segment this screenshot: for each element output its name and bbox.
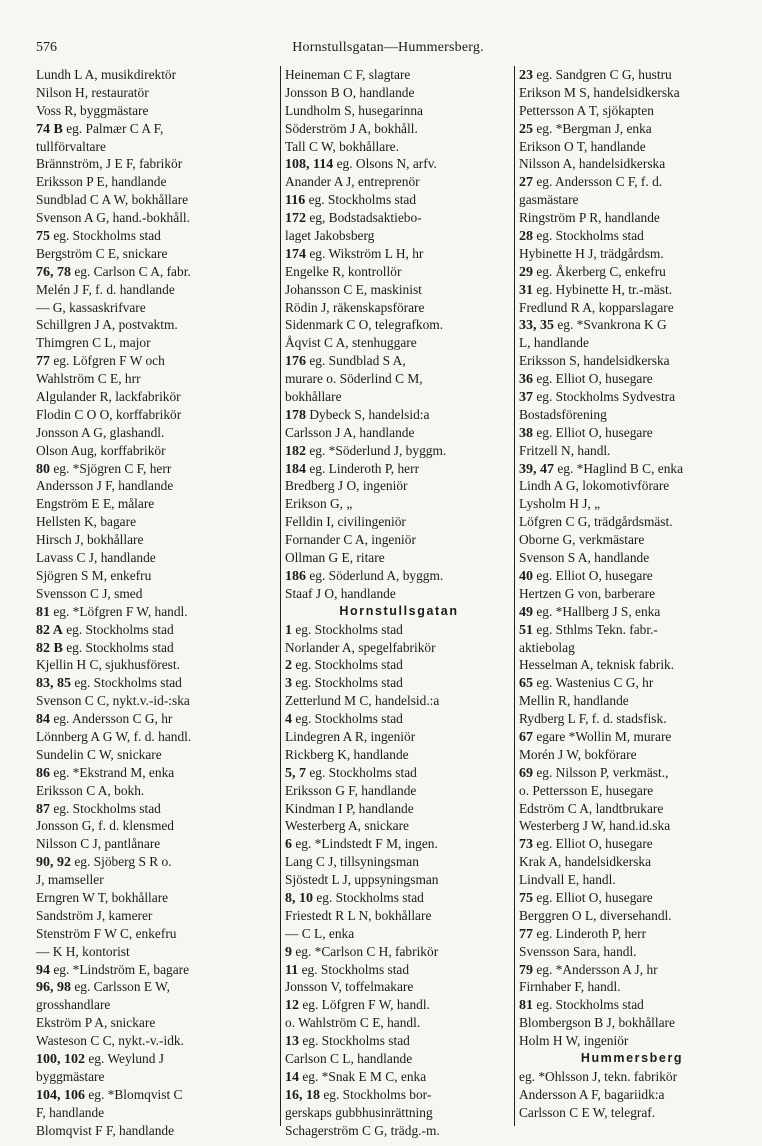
directory-entry: Eriksson G F, handlande	[285, 782, 417, 798]
directory-entry: 3 eg. Stockholms stad	[285, 675, 403, 692]
directory-entry: 90, 92 eg. Sjöberg S R o.	[36, 854, 172, 871]
directory-entry: Fredlund R A, kopparslagare	[519, 299, 674, 315]
directory-entry: 38 eg. Elliot O, husegare	[519, 424, 653, 441]
directory-entry: Friestedt R L N, bokhållare	[285, 907, 432, 923]
directory-column-right	[514, 66, 745, 1126]
directory-entry: Stenström F W C, enkefru	[36, 925, 177, 941]
house-number: 67	[519, 729, 533, 745]
directory-entry: Westerberg J W, hand.id.ska	[519, 818, 671, 834]
house-number: 5, 7	[285, 765, 306, 781]
directory-entry: Jonsson V, toffelmakare	[285, 979, 414, 995]
directory-entry: Rödin J, räkenskapsförare	[285, 299, 425, 315]
house-number: 174	[285, 246, 306, 262]
directory-entry: Morén J W, bokförare	[519, 746, 637, 762]
directory-entry: Olson Aug, korffabrikör	[36, 442, 166, 458]
directory-entry: 79 eg. *Andersson A J, hr	[519, 961, 658, 978]
directory-entry: 69 eg. Nilsson P, verkmäst.,	[519, 764, 669, 781]
directory-entry: Erikson G, „	[285, 496, 353, 512]
directory-entry: 14 eg. *Snak E M C, enka	[285, 1068, 427, 1085]
house-number: 40	[519, 568, 533, 584]
directory-entry: Hertzen G von, barberare	[519, 585, 656, 601]
directory-entry: Eriksson P E, handlande	[36, 174, 167, 190]
directory-entry: Sundelin C W, snickare	[36, 746, 162, 762]
directory-entry: Svenson C C, nykt.v.-id-:ska	[36, 693, 190, 709]
directory-entry: 81 eg. Stockholms stad	[519, 997, 644, 1014]
directory-entry: Carlsson J A, handlande	[285, 424, 415, 440]
directory-entry: Engström E E, målare	[36, 496, 155, 512]
directory-entry: 82 B eg. Stockholms stad	[36, 639, 174, 656]
directory-entry: Firnhaber F, handl.	[519, 979, 621, 995]
directory-entry: Johansson C E, maskinist	[285, 281, 422, 297]
directory-entry: Kindman I P, handlande	[285, 800, 414, 816]
directory-entry: byggmästare	[36, 1068, 105, 1084]
directory-entry: 67 egare *Wollin M, murare	[519, 728, 672, 745]
directory-entry: Mellin R, handlande	[519, 693, 629, 709]
house-number: 74 B	[36, 121, 63, 137]
directory-entry: 96, 98 eg. Carlsson E W,	[36, 979, 170, 996]
directory-entry: 116 eg. Stockholms stad	[285, 192, 417, 209]
directory-entry: Ekström P A, snickare	[36, 1015, 156, 1031]
directory-entry: Ringström P R, handlande	[519, 210, 660, 226]
house-number: 29	[519, 264, 533, 280]
directory-entry: 108, 114 eg. Olsons N, arfv.	[285, 156, 437, 173]
directory-entry: 178 Dybeck S, handelsid:a	[285, 406, 430, 423]
directory-entry: 16, 18 eg. Stockholms bor-	[285, 1086, 432, 1103]
directory-entry: Algulander R, lackfabrikör	[36, 389, 181, 405]
house-number: 108, 114	[285, 157, 334, 173]
directory-entry: Andersson J F, handlande	[36, 478, 174, 494]
directory-entry: Hesselman A, teknisk fabrik.	[519, 657, 675, 673]
directory-entry: 86 eg. *Ekstrand M, enka	[36, 764, 175, 781]
directory-entry: Felldin I, civilingeniör	[285, 514, 406, 530]
directory-entry: 1 eg. Stockholms stad	[285, 621, 403, 638]
directory-entry: 75 eg. Stockholms stad	[36, 228, 161, 245]
house-number: 31	[519, 282, 533, 298]
directory-entry: 5, 7 eg. Stockholms stad	[285, 764, 417, 781]
directory-entry: Bredberg J O, ingeniör	[285, 478, 408, 494]
directory-entry: Wasteson C C, nykt.-v.-idk.	[36, 1033, 184, 1049]
directory-entry: 83, 85 eg. Stockholms stad	[36, 675, 182, 692]
house-number: 23	[519, 68, 533, 83]
directory-entry: 81 eg. *Löfgren F W, handl.	[36, 603, 188, 620]
directory-entry: Rickberg K, handlande	[285, 746, 409, 762]
house-number: 33, 35	[519, 318, 554, 334]
house-number: 81	[36, 604, 50, 620]
directory-entry: 31 eg. Hybinette H, tr.-mäst.	[519, 281, 673, 298]
directory-entry: 33, 35 eg. *Svankrona K G	[519, 317, 667, 334]
directory-entry: Jonsson A G, glashandl.	[36, 424, 165, 440]
house-number: 37	[519, 390, 533, 406]
directory-entry: o. Wahlström C E, handl.	[285, 1015, 421, 1031]
directory-entry: Erikson O T, handlande	[519, 138, 646, 154]
directory-entry: Nilsson C J, pantlånare	[36, 836, 161, 852]
directory-entry: Erngren W T, bokhållare	[36, 889, 169, 905]
house-number: 2	[285, 658, 292, 674]
house-number: 184	[285, 461, 306, 477]
directory-entry: Kjellin H C, sjukhusförest.	[36, 657, 180, 673]
directory-entry: 29 eg. Åkerberg C, enkefru	[519, 263, 666, 280]
house-number: 82 A	[36, 622, 63, 638]
directory-entry: Lindh A G, lokomotivförare	[519, 478, 670, 494]
house-number: 38	[519, 425, 533, 441]
directory-entry: Westerberg A, snickare	[285, 818, 409, 834]
directory-entry: 176 eg. Sundblad S A,	[285, 353, 406, 370]
directory-entry: grosshandlare	[36, 997, 111, 1013]
directory-entry: 84 eg. Andersson C G, hr	[36, 711, 173, 728]
directory-entry: tullförvaltare	[36, 138, 106, 154]
directory-entry: eg. *Ohlsson J, tekn. fabrikör	[519, 1068, 678, 1084]
directory-entry: Ollman G E, ritare	[285, 550, 385, 566]
directory-entry: Jonsson G, f. d. klensmed	[36, 818, 174, 834]
directory-entry: Lundh L A, musikdirektör	[36, 67, 177, 82]
directory-entry: 4 eg. Stockholms stad	[285, 711, 403, 728]
directory-entry: Anander A J, entreprenör	[285, 174, 420, 190]
directory-entry: F, handlande	[36, 1104, 105, 1120]
directory-entry: bokhållare	[285, 389, 342, 405]
section-heading: Hornstullsgatan	[339, 603, 459, 618]
directory-entry: 174 eg. Wikström L H, hr	[285, 245, 424, 262]
house-number: 51	[519, 622, 533, 638]
directory-entry: 77 eg. Linderoth P, herr	[519, 925, 647, 942]
directory-entry: Berggren O L, diversehandl.	[519, 907, 672, 923]
house-number: 28	[519, 229, 533, 245]
directory-entry: 182 eg. *Söderlund J, byggm.	[285, 442, 447, 459]
directory-entry: 40 eg. Elliot O, husegare	[519, 567, 653, 584]
house-number: 104, 106	[36, 1087, 85, 1103]
house-number: 13	[285, 1034, 299, 1050]
directory-entry: Holm H W, ingeniör	[519, 1033, 629, 1049]
house-number: 9	[285, 944, 292, 960]
directory-entry: Eriksson C A, bokh.	[36, 782, 145, 798]
directory-entry: Carlson C L, handlande	[285, 1050, 413, 1066]
directory-entry: 27 eg. Andersson C F, f. d.	[519, 174, 663, 191]
directory-entry: Lundholm S, husegarinna	[285, 102, 423, 118]
directory-entry: Melén J F, f. d. handlande	[36, 281, 175, 297]
directory-entry: Lavass C J, handlande	[36, 550, 156, 566]
directory-entry: L, handlande	[519, 335, 589, 351]
directory-entry: aktiebolag	[519, 639, 575, 655]
directory-entry: Blomqvist F F, handlande	[36, 1122, 175, 1138]
directory-entry: 184 eg. Linderoth P, herr	[285, 460, 420, 477]
directory-entry: Schagerström C G, trädg.-m.	[285, 1122, 440, 1138]
directory-entry: Sjöstedt L J, uppsyningsman	[285, 872, 439, 888]
directory-entry: 6 eg. *Lindstedt F M, ingen.	[285, 836, 438, 853]
directory-entry: 12 eg. Löfgren F W, handl.	[285, 997, 430, 1014]
directory-entry: Krak A, handelsidkerska	[519, 854, 652, 870]
directory-entry: Heineman C F, slagtare	[285, 67, 411, 82]
directory-entry: Söderström J A, bokhåll.	[285, 120, 418, 136]
directory-entry: Lindegren A R, ingeniör	[285, 728, 416, 744]
directory-entry: 172 eg, Bodstadsaktiebo-	[285, 210, 422, 227]
directory-entry: Schillgren J A, postvaktm.	[36, 317, 178, 333]
directory-entry: Voss R, byggmästare	[36, 102, 149, 118]
house-number: 176	[285, 354, 306, 370]
directory-entry: murare o. Söderlind C M,	[285, 371, 423, 387]
house-number: 186	[285, 568, 306, 584]
directory-entry: 76, 78 eg. Carlson C A, fabr.	[36, 263, 191, 280]
directory-entry: Svenson S A, handlande	[519, 550, 650, 566]
directory-entry: 73 eg. Elliot O, husegare	[519, 836, 653, 853]
house-number: 11	[285, 962, 299, 978]
directory-entry: Andersson A F, bagariidk:a	[519, 1086, 665, 1102]
directory-entry: 8, 10 eg. Stockholms stad	[285, 889, 424, 906]
directory-entry: 13 eg. Stockholms stad	[285, 1033, 410, 1050]
house-number: 116	[285, 193, 306, 209]
house-number: 82 B	[36, 640, 63, 656]
directory-entry: Bostadsförening	[519, 406, 607, 422]
house-number: 39, 47	[519, 461, 554, 477]
house-number: 87	[36, 801, 50, 817]
directory-entry: Lysholm H J, „	[519, 496, 601, 512]
house-number: 90, 92	[36, 855, 71, 871]
house-number: 75	[519, 890, 533, 906]
directory-entry: 11 eg. Stockholms stad	[285, 961, 410, 978]
directory-entry: 82 A eg. Stockholms stad	[36, 621, 174, 638]
directory-entry: Svensson C J, smed	[36, 585, 143, 601]
house-number: 27	[519, 175, 533, 191]
directory-entry: Fritzell N, handl.	[519, 442, 611, 458]
directory-entry: 28 eg. Stockholms stad	[519, 228, 644, 245]
directory-entry: Eriksson S, handelsidkerska	[519, 353, 670, 369]
directory-column-middle	[280, 66, 513, 1138]
directory-entry: Hellsten K, bagare	[36, 514, 137, 530]
directory-entry: 51 eg. Sthlms Tekn. fabr.-	[519, 621, 658, 638]
directory-entry: 87 eg. Stockholms stad	[36, 800, 161, 817]
directory-entry: laget Jakobsberg	[285, 228, 375, 244]
directory-entry: gasmästare	[519, 192, 579, 208]
directory-entry: 74 B eg. Palmær C A F,	[36, 120, 164, 137]
house-number: 69	[519, 765, 533, 781]
house-number: 73	[519, 837, 533, 853]
directory-entry: Erikson M S, handelsidkerska	[519, 84, 680, 100]
house-number: 172	[285, 211, 306, 227]
house-number: 65	[519, 676, 533, 692]
directory-entry: Edström C A, landtbrukare	[519, 800, 664, 816]
directory-entry: Åqvist C A, stenhuggare	[285, 335, 417, 351]
directory-entry: Rydberg L F, f. d. stadsfisk.	[519, 711, 667, 727]
running-title: Hornstullsgatan—Hummersberg.	[292, 40, 484, 55]
directory-entry: 37 eg. Stockholms Sydvestra	[519, 389, 676, 406]
directory-entry: Sidenmark C O, telegrafkom.	[285, 317, 444, 333]
directory-entry: Svensson Sara, handl.	[519, 943, 637, 959]
directory-entry: Löfgren C G, trädgårdsmäst.	[519, 514, 673, 530]
directory-entry: — C L, enka	[285, 925, 355, 941]
directory-entry: 2 eg. Stockholms stad	[285, 657, 403, 674]
directory-entry: Brännström, J E F, fabrikör	[36, 156, 183, 172]
directory-entry: — K H, kontorist	[36, 943, 130, 959]
directory-entry: Fornander C A, ingeniör	[285, 532, 416, 548]
directory-entry: Zetterlund M C, handelsid.:a	[285, 693, 440, 709]
directory-entry: 80 eg. *Sjögren C F, herr	[36, 460, 172, 477]
page-header	[36, 40, 740, 62]
directory-entry: 186 eg. Söderlund A, byggm.	[285, 567, 444, 584]
directory-entry: — G, kassaskrifvare	[36, 299, 146, 315]
directory-entry: Norlander A, spegelfabrikör	[285, 639, 436, 655]
directory-entry: Lang C J, tillsyningsman	[285, 854, 419, 870]
house-number: 1	[285, 622, 292, 638]
directory-entry: Nilson H, restauratör	[36, 84, 149, 100]
directory-entry: Svenson A G, hand.-bokhåll.	[36, 210, 190, 226]
house-number: 94	[36, 962, 50, 978]
house-number: 12	[285, 998, 299, 1014]
directory-entry: 77 eg. Löfgren F W och	[36, 353, 165, 370]
directory-entry: 75 eg. Elliot O, husegare	[519, 889, 653, 906]
directory-entry: Flodin C O O, korffabrikör	[36, 406, 182, 422]
directory-entry: 104, 106 eg. *Blomqvist C	[36, 1086, 183, 1103]
directory-entry: 9 eg. *Carlson C H, fabrikör	[285, 943, 439, 960]
section-heading: Hummersberg	[580, 1050, 684, 1065]
directory-entry: Blombergson B J, bokhållare	[519, 1015, 675, 1031]
directory-entry: 94 eg. *Lindström E, bagare	[36, 961, 190, 978]
house-number: 8, 10	[285, 890, 313, 906]
directory-entry: Sandström J, kamerer	[36, 907, 153, 923]
directory-entry: 49 eg. *Hallberg J S, enka	[519, 603, 661, 620]
house-number: 80	[36, 461, 50, 477]
house-number: 100, 102	[36, 1051, 85, 1067]
directory-entry: Lönnberg A G W, f. d. handl.	[36, 728, 192, 744]
house-number: 84	[36, 712, 50, 728]
directory-columns	[36, 66, 742, 1138]
page-number: 576	[36, 40, 57, 55]
house-number: 25	[519, 121, 533, 137]
house-number: 4	[285, 712, 292, 728]
house-number: 36	[519, 372, 533, 388]
directory-entry: Sjögren S M, enkefru	[36, 567, 152, 583]
directory-entry: Thimgren C L, major	[36, 335, 151, 351]
house-number: 86	[36, 765, 50, 781]
directory-entry: Sundblad C A W, bokhållare	[36, 192, 189, 208]
directory-entry: gerskaps gubbhusinrättning	[285, 1104, 433, 1120]
house-number: 75	[36, 229, 50, 245]
house-number: 83, 85	[36, 676, 71, 692]
house-number: 77	[519, 926, 533, 942]
house-number: 6	[285, 837, 292, 853]
directory-entry: Lindvall E, handl.	[519, 872, 616, 888]
house-number: 49	[519, 604, 533, 620]
directory-entry: Nilsson A, handelsidkerska	[519, 156, 666, 172]
house-number: 178	[285, 407, 306, 423]
directory-entry: Wahlström C E, hrr	[36, 371, 141, 387]
directory-column-left	[36, 66, 274, 1138]
directory-entry: Hybinette H J, trädgårdsm.	[519, 245, 664, 261]
directory-entry: J, mamseller	[36, 872, 104, 888]
directory-entry: Pettersson A T, sjökapten	[519, 102, 654, 118]
house-number: 77	[36, 354, 50, 370]
house-number: 3	[285, 676, 292, 692]
directory-entry: 23 eg. Sandgren C G, hustru	[519, 67, 672, 83]
house-number: 81	[519, 998, 533, 1014]
directory-entry: Bergström C E, snickare	[36, 245, 168, 261]
directory-entry: Tall C W, bokhållare.	[285, 138, 399, 154]
directory-entry: 36 eg. Elliot O, husegare	[519, 371, 653, 388]
directory-entry: 25 eg. *Bergman J, enka	[519, 120, 652, 137]
house-number: 96, 98	[36, 980, 71, 996]
house-number: 79	[519, 962, 533, 978]
house-number: 14	[285, 1069, 299, 1085]
house-number: 16, 18	[285, 1087, 320, 1103]
directory-entry: Carlsson C E W, telegraf.	[519, 1104, 656, 1120]
directory-entry: 39, 47 eg. *Haglind B C, enka	[519, 460, 684, 477]
house-number: 182	[285, 443, 306, 459]
directory-entry: Engelke R, kontrollör	[285, 263, 402, 279]
directory-entry: Oborne G, verkmästare	[519, 532, 645, 548]
directory-entry: 65 eg. Wastenius C G, hr	[519, 675, 654, 692]
directory-entry: Hirsch J, bokhållare	[36, 532, 144, 548]
directory-entry: 100, 102 eg. Weylund J	[36, 1050, 165, 1067]
house-number: 76, 78	[36, 264, 71, 280]
directory-entry: Jonsson B O, handlande	[285, 84, 415, 100]
directory-entry: Staaf J O, handlande	[285, 585, 396, 601]
directory-entry: o. Pettersson E, husegare	[519, 782, 654, 798]
